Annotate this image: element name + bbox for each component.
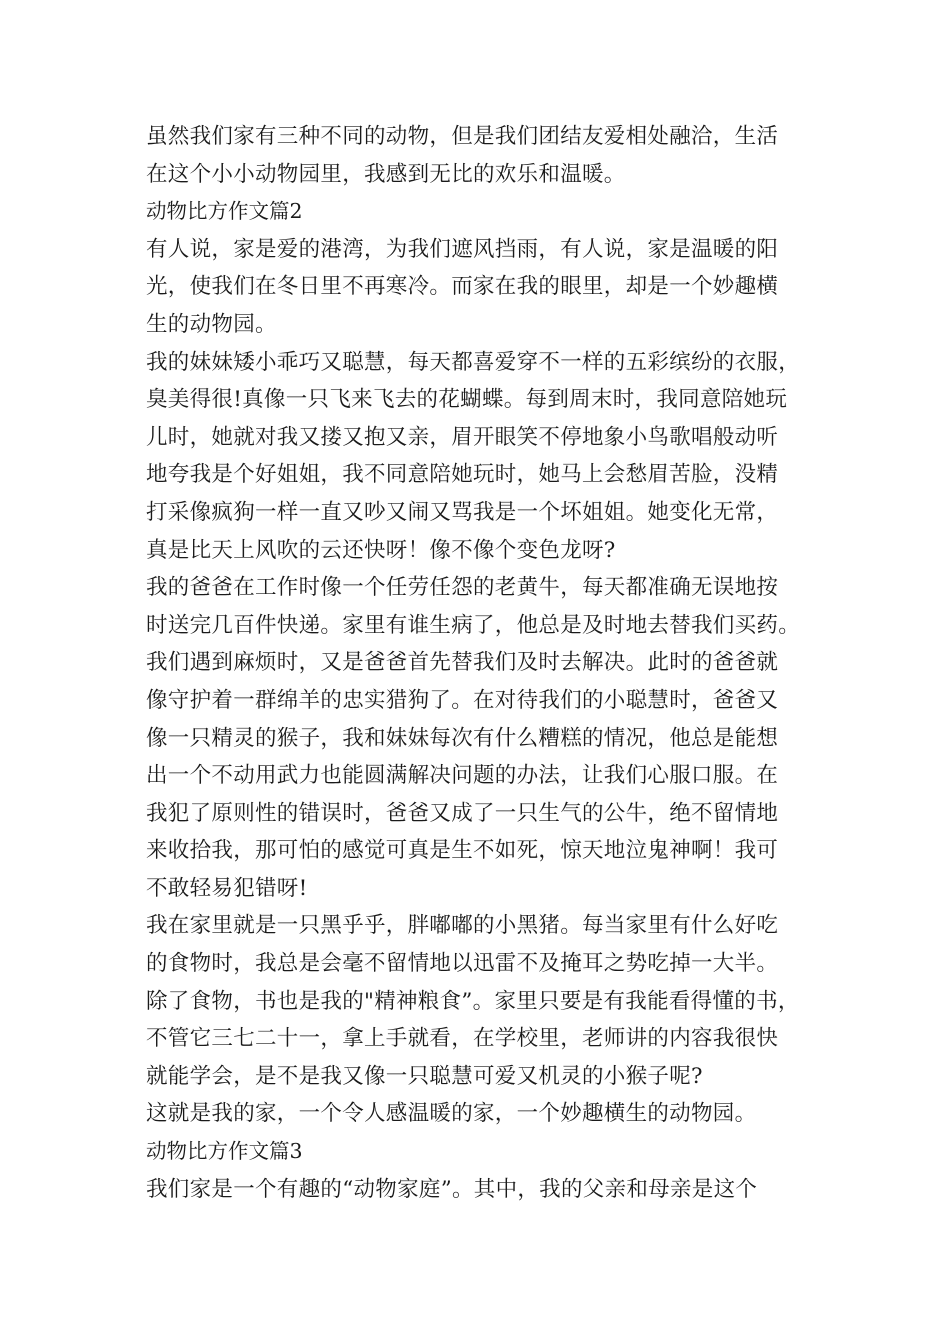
text-line: 有人说，家是爱的港湾，为我们遮风挡雨，有人说，家是温暖的阳 xyxy=(146,236,779,262)
text-line: 地夸我是个好姐姐，我不同意陪她玩时，她马上会愁眉苦脸，没精 xyxy=(146,462,779,488)
text-line: 不管它三七二十一，拿上手就看，在学校里，老师讲的内容我很快 xyxy=(146,1026,779,1052)
text-line: 这就是我的家，一个令人感温暖的家，一个妙趣横生的动物园。 xyxy=(146,1101,757,1127)
text-line: 我的爸爸在工作时像一个任劳任怨的老黄牛，每天都准确无误地按 xyxy=(146,575,779,601)
text-line: 打采像疯狗一样一直又吵又闹又骂我是一个坏姐姐。她变化无常， xyxy=(146,499,779,525)
text-line: 就能学会，是不是我又像一只聪慧可爱又机灵的小猴子呢? xyxy=(146,1063,703,1089)
section-heading: 动物比方作文篇3 xyxy=(146,1139,303,1164)
text-line: 真是比天上风吹的云还快呀！像不像个变色龙呀? xyxy=(146,537,616,563)
text-line: 我们遇到麻烦时，又是爸爸首先替我们及时去解决。此时的爸爸就 xyxy=(146,650,779,676)
article-body xyxy=(146,118,836,1208)
text-line: 在这个小小动物园里，我感到无比的欢乐和温暖。 xyxy=(146,161,626,187)
text-line: 虽然我们家有三种不同的动物，但是我们团结友爱相处融洽，生活 xyxy=(146,124,779,149)
text-line: 光，使我们在冬日里不再寒冷。而家在我的眼里，却是一个妙趣横 xyxy=(146,274,779,300)
text-line: 的食物时，我总是会毫不留情地以迅雷不及掩耳之势吃掉一大半。 xyxy=(146,951,779,977)
text-line: 出一个不动用武力也能圆满解决问题的办法，让我们心服口服。在 xyxy=(146,763,779,789)
text-line: 生的动物园。 xyxy=(146,311,277,337)
text-line: 我在家里就是一只黑乎乎，胖嘟嘟的小黑猪。每当家里有什么好吃 xyxy=(146,913,779,939)
text-line: 像守护着一群绵羊的忠实猎狗了。在对待我们的小聪慧时，爸爸又 xyxy=(146,687,779,713)
text-line: 儿时，她就对我又搂又抱又亲，眉开眼笑不停地象小鸟歌唱般动听 xyxy=(146,424,779,450)
section-heading: 动物比方作文篇2 xyxy=(146,199,303,224)
text-line: 我的妹妹矮小乖巧又聪慧，每天都喜爱穿不一样的五彩缤纷的衣服， xyxy=(146,349,801,375)
text-line: 时送完几百件快递。家里有谁生病了，他总是及时地去替我们买药。 xyxy=(146,612,801,638)
text-line: 像一只精灵的猴子，我和妹妹每次有什么糟糕的情况，他总是能想 xyxy=(146,725,779,751)
text-line: 不敢轻易犯错呀! xyxy=(146,875,308,901)
text-line: 除了食物，书也是我的"精神粮食”。家里只要是有我能看得懂的书， xyxy=(146,988,800,1014)
text-line: 来收拾我，那可怕的感觉可真是生不如死，惊天地泣鬼神啊！我可 xyxy=(146,838,779,864)
text-line: 我犯了原则性的错误时，爸爸又成了一只生气的公牛，绝不留情地 xyxy=(146,800,779,826)
text-line: 臭美得很!真像一只飞来飞去的花蝴蝶。每到周末时，我同意陪她玩 xyxy=(146,387,788,413)
text-line: 我们家是一个有趣的“动物家庭”。其中，我的父亲和母亲是这个 xyxy=(146,1176,758,1202)
